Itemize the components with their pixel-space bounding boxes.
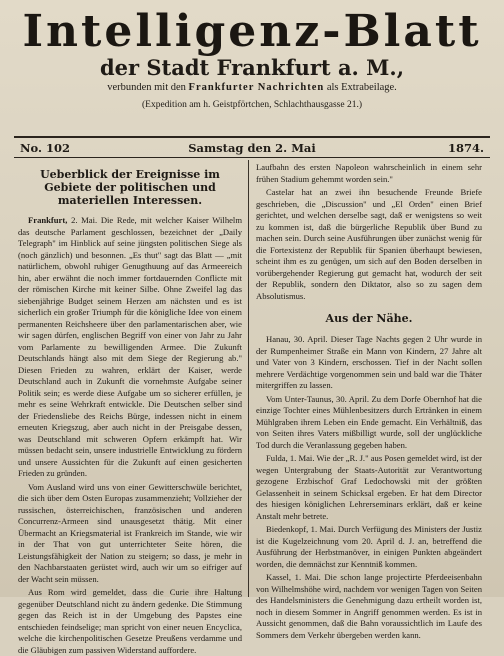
masthead [0, 6, 504, 112]
article-paragraph: Aus Rom wird gemeldet, dass die Curie ihre Haltung gegenüber Deutschland nicht zu ändern gedenke. Die Stimmung gegen das Reich ist in der Umgebung des Papstes eine entschieden feindselige; man spricht von einer neuen Encyclica, welche die kirchenpolitischen Gesetze Preußens verdamme und die Gläubigen zum passiven Widerstand auffordere. [18, 587, 242, 655]
issue-line [14, 141, 490, 155]
right-column [256, 162, 482, 640]
newspaper-title: Intelligenz-Blatt [22, 6, 482, 57]
dateline: Frankfurt, [28, 215, 68, 225]
tagline [0, 81, 504, 95]
section-title: Aus der Nähe. [325, 312, 413, 325]
continued-paragraph: Laufbahn des ersten Napoleon wahrscheinlich in einem sehr frühen Stadium gehemmt worden sein." [256, 162, 482, 184]
expedition-address: (Expedition am h. Geistpförtchen, Schlachthausgasse 21.) [141, 100, 363, 110]
news-item-biedenkopf: Biedenkopf, 1. Mai. Durch Verfügung des Ministers der Justiz ist die Kugelzeichnung vom 20. April d. J. an, betreffend die Ausführung der Herbstmanöver, in einigen Punkten abgeändert worden, die demnächst zur Kenntniß kommen. [256, 524, 482, 569]
tagline-post: als Extrabeilage. [326, 82, 397, 93]
issue-year: 1874. [447, 141, 484, 155]
tagline-pre: verbunden mit den [107, 82, 186, 93]
news-item-hanau: Hanau, 30. April. Dieser Tage Nachts gegen 2 Uhr wurde in der Rumpenheimer Straße ein Mann von Kindern, 27 Jahre alt und Vater von 3 Kindern, erschossen. Tief in der Nacht sollen mehrere Verdächtige vorgenommen sein und bald war die Thäter mitergriffen zu lassen. [256, 334, 482, 390]
issue-date: Samstag den 2. Mai [188, 141, 316, 155]
news-item-kassel: Kassel, 1. Mai. Die schon lange projectirte Pferdeeisenbahn von Wilhelmshöhe wird, nachdem vor wenigen Tagen von Seiten des Handelsministers die Genehmigung dazu ertheilt worden ist, noch in diesem Sommer in Angriff genommen werden. Es ist in Aussicht genommen, daß die Bahn voraussichtlich im Laufe des Sommers dem Verkehr übergeben werden kann. [256, 572, 482, 640]
news-item-castelar: Castelar hat an zwei ihn besuchende Freunde Briefe geschrieben, die „Discussion" und „El Orden" einen Brief gerichtet, und welchen derselbe sagt, daß er wenigstens so weit zu kommen ist, daß die bürgerliche Republik über Bund zu machen sein. Durch seine Ausführungen über zunächst wenig für die Fortexistenz der Republik für Spanien überhaupt bewiesen, scheint ihm es zu genügen, um sich auf den Boden derselben in vorübergehender Regierung gut gemacht hat, wodurch der seit der Republik, sondern den Diktator, also so zu sagen dem Absolutismus. [256, 187, 482, 301]
newspaper-subtitle: der Stadt Frankfurt a. M., [99, 55, 405, 80]
article-paragraph: Vom Ausland wird uns von einer Gewitterschwüle berichtet, die sich über dem Osten Europas zusammenzieht; Vollzieher der russischen, österreichischen, französischen und anderen Concurrenz-Armeen sind unausgesetzt thätig. Mit einer Übermacht an Kriegsmaterial ist Frankreich im Stande, wie wir in der That von gut unterrichteter Seite hören, die Leistungsfähigkeit der Nation zu steigern; so dass, je mehr in den Nachbarstaaten gerüstet wird, auch wir um so eifriger auf der Wacht sein müssen. [18, 481, 242, 584]
bottom-rule [14, 157, 490, 158]
news-item-taunus: Vom Unter-Taunus, 30. April. Zu dem Dorfe Obernhof hat die einzige Tochter eines Mühlenbesitzers durch Ertränken in einem Mühlgraben ihrem Leben ein Ende gemacht. Ein Verhältniß, das von Seiten ihres Vaters mißbilligt wurde, soll der unglückliche Tod durch die Veranlassung gegeben haben. [256, 393, 482, 450]
issue-number: No. 102 [20, 141, 70, 155]
top-rule [14, 136, 490, 138]
article-paragraph: Frankfurt, 2. Mai. Die Rede, mit welcher Kaiser Wilhelm das deutsche Parlament geschlossen, bezeichnet der „Daily Telegraph" im Hinblick auf seine jüngsten politischen Siege als (noch gänzlich) und besonnen. „Es thut" sagt das Blatt — „mit natürlichem, obwohl ruhiger Genugthuung auf das Armeereich hin, aber erwähnt die noch immer fortdauernden Conflicte mit der römischen Kirche mit keiner Silbe. Ohne Zweifel lag das siebenjährige Budget seinem Herzen am nächsten und es ist sicherlich ein großer Triumph für die königliche Idee von einem permanenten Reichsheere über den parlamentarischen aber, wie wir sagen dürfen, englischen Begriff von einer von Jahr zu Jahr vom Parlamente zu bewilligenden Armee. Die Zukunft Deutschlands hängt also mit dem Siege der Regierung ab." Diesen Frieden zu wahren, erklärt der Kaiser, werde Deutschland auch in Zukunft die vornehmste Aufgabe seiner Politik sein; es werde diese Aufgabe um so sicherer erfüllen, je mehr es seine Wehrkraft entwickle. Die Deutschen selber sind der Friedensliebe des Reichs Bürge, indessen nicht in einem erneuten Kriegszug, aber auch nicht in der Preisgabe dessen, was Deutschland mit schweren Opfern erkämpft hat. Wir müssen bedacht sein, unsere industrielle Entwicklung zu fördern und unsere Aussichten für die Zukunft auf einen gesicherten Frieden zu gründen. [18, 215, 243, 478]
column-divider [248, 160, 249, 597]
article-headline: Ueberblick der Ereignisse im Gebiete der politischen und materiellen Interessen. [40, 168, 220, 207]
tagline-bold: Frankfurter Nachrichten [188, 82, 325, 93]
left-column [18, 162, 243, 655]
news-item-fulda: Fulda, 1. Mai. Wie der „R. J." aus Posen gemeldet wird, ist der wegen Untergrabung der Staats-Autorität zur Verantwortung gezogene Erzbischof Graf Ledochowski mit der größten Gelassenheit in seinem Schicksal ergeben. Er hat dem Director des hiesigen königlichen Lehrerseminars erklärt, daß er keine Anstalt mehr betrete. [256, 453, 482, 521]
